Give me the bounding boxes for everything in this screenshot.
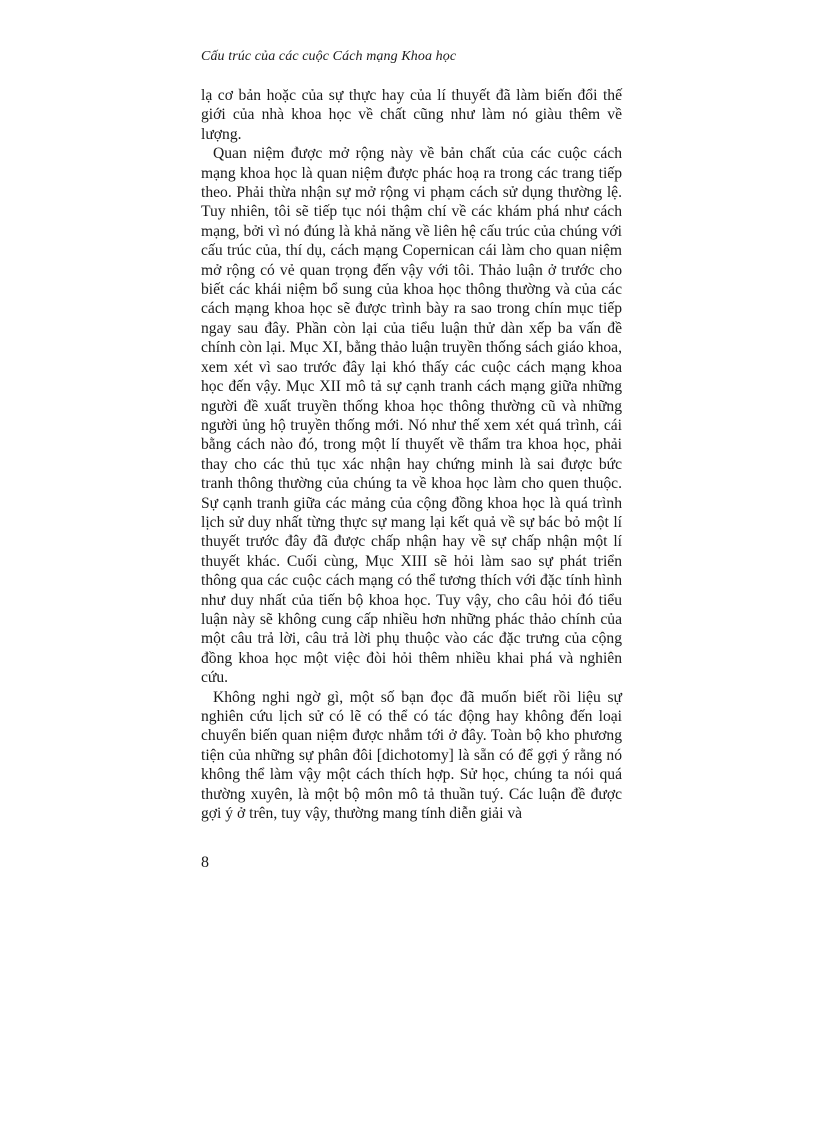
- page-number: 8: [201, 854, 209, 871]
- paragraph-continuation: lạ cơ bản hoặc của sự thực hay của lí thuyết đã làm biến đổi thế giới của nhà khoa học về chất cũng như làm nó giàu thêm về lượng.: [201, 87, 622, 143]
- running-head-title: Cấu trúc của các cuộc Cách mạng Khoa học: [201, 49, 457, 64]
- paragraph-historical-study: Không nghi ngờ gì, một số bạn đọc đã muốn biết rồi liệu sự nghiên cứu lịch sử có lẽ có thể có tác động hay không đến loại chuyển biến quan niệm được nhắm tới ở đây. Toàn bộ kho phương tiện của những sự phân đôi [dichotomy] là sẵn có để gợi ý rằng nó không thể làm vậy một cách thích hợp. Sử học, chúng ta nói quá thường xuyên, là một bộ môn mô tả thuần tuý. Các luận đề được gợi ý ở trên, tuy vậy, thường mang tính diễn giải và: [201, 688, 622, 823]
- paragraph-scientific-revolutions: Quan niệm được mở rộng này về bản chất của các cuộc cách mạng khoa học là quan niệm được phác hoạ ra trong các trang tiếp theo. Phải thừa nhận sự mở rộng vi phạm cách sử dụng thường lệ. Tuy nhiên, tôi sẽ tiếp tục nói thậm chí về các khám phá như cách mạng, bởi vì nó đúng là khả năng về liên hệ cấu trúc của chúng với cấu trúc của, thí dụ, cách mạng Copernican cái làm cho quan niệm mở rộng có vẻ quan trọng đến vậy với tôi. Thảo luận ở trước cho biết các khái niệm bổ sung của khoa học thông thường và của các cách mạng khoa học sẽ được trình bày ra sao trong chín mục tiếp ngay sau đây. Phần còn lại của tiểu luận thử dàn xếp ba vấn đề chính còn lại. Mục XI, bằng thảo luận truyền thống sách giáo khoa, xem xét vì sao trước đây lại khó thấy các cuộc cách mạng khoa học đến vậy. Mục XII mô tả sự cạnh tranh cách mạng giữa những người đề xuất truyền thống khoa học thông thường cũ và những người ủng hộ truyền thống mới. Nó như thế xem xét quá trình, cái bằng cách nào đó, trong một lí thuyết về thẩm tra khoa học, phải thay cho các thủ tục xác nhận hay chứng minh là sai được bức tranh thông thường của chúng ta về khoa học làm cho quen thuộc. Sự cạnh tranh giữa các mảng của cộng đồng khoa học là quá trình lịch sử duy nhất từng thực sự mang lại kết quả về sự bác bỏ một lí thuyết trước đây đã được chấp nhận hay về sự chấp nhận một lí thuyết khác. Cuối cùng, Mục XIII sẽ hỏi làm sao sự phát triển thông qua các cuộc cách mạng có thể tương thích với đặc tính hình như duy nhất của tiến bộ khoa học. Tuy vậy, cho câu hỏi đó tiểu luận này sẽ không cung cấp nhiều hơn những phác thảo chính của một câu trả lời, câu trả lời phụ thuộc vào các đặc trưng của cộng đồng khoa học một việc đòi hỏi thêm nhiều khai phá và nghiên cứu.: [201, 145, 622, 687]
- body-text: [201, 86, 622, 823]
